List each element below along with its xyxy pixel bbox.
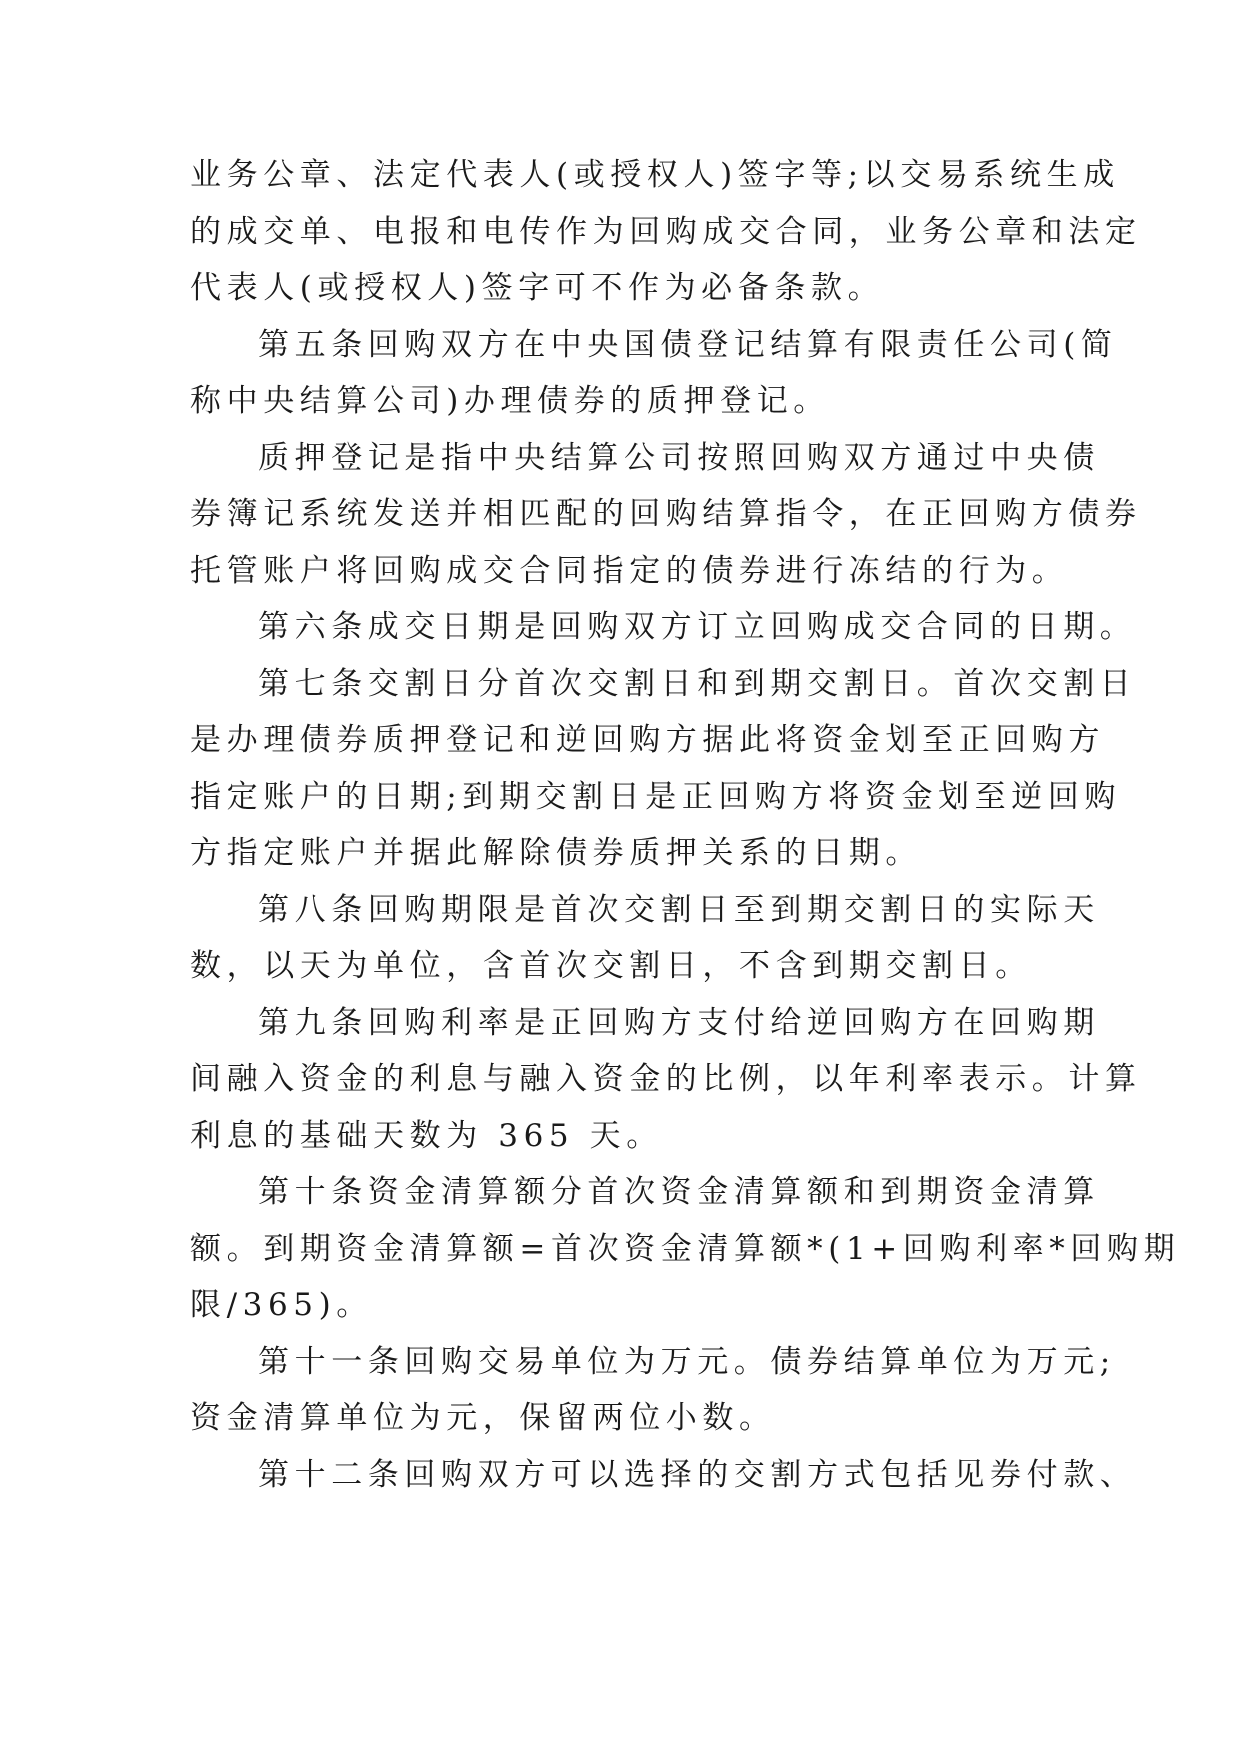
text-line: 业务公章、法定代表人(或授权人)签字等;以交易系统生成 bbox=[190, 157, 1120, 193]
text-line: 指定账户的日期;到期交割日是正回购方将资金划至逆回购 bbox=[190, 779, 1122, 815]
text-line: 间融入资金的利息与融入资金的比例，以年利率表示。计算 bbox=[190, 1061, 1142, 1097]
text-line: 券簿记系统发送并相匹配的回购结算指令，在正回购方债券 bbox=[190, 496, 1142, 532]
text-line: 是办理债券质押登记和逆回购方据此将资金划至正回购方 bbox=[190, 722, 1105, 758]
text-line: 方指定账户并据此解除债券质押关系的日期。 bbox=[190, 835, 922, 871]
text-line: 限/365)。 bbox=[190, 1287, 373, 1323]
text-line: 资金清算单位为元，保留两位小数。 bbox=[190, 1400, 776, 1436]
text-line: 利息的基础天数为 365 天。 bbox=[190, 1118, 663, 1154]
article-10-line: 第十条资金清算额分首次资金清算额和到期资金清算 bbox=[258, 1174, 1100, 1210]
paragraph-line: 质押登记是指中央结算公司按照回购双方通过中央债 bbox=[258, 440, 1100, 476]
article-9-line: 第九条回购利率是正回购方支付给逆回购方在回购期 bbox=[258, 1005, 1100, 1041]
text-line: 的成交单、电报和电传作为回购成交合同，业务公章和法定 bbox=[190, 214, 1142, 250]
article-6-line: 第六条成交日期是回购双方订立回购成交合同的日期。 bbox=[258, 609, 1137, 645]
article-7-line: 第七条交割日分首次交割日和到期交割日。首次交割日 bbox=[258, 666, 1137, 702]
text-line: 托管账户将回购成交合同指定的债券进行冻结的行为。 bbox=[190, 553, 1069, 589]
article-5-line: 第五条回购双方在中央国债登记结算有限责任公司(简 bbox=[258, 327, 1118, 363]
text-line: 额。到期资金清算额=首次资金清算额*(1+回购利率*回购期 bbox=[190, 1231, 1181, 1267]
article-12-line: 第十二条回购双方可以选择的交割方式包括见券付款、 bbox=[258, 1457, 1137, 1493]
article-11-line: 第十一条回购交易单位为万元。债券结算单位为万元; bbox=[258, 1344, 1116, 1380]
article-8-line: 第八条回购期限是首次交割日至到期交割日的实际天 bbox=[258, 892, 1100, 928]
text-line: 代表人(或授权人)签字可不作为必备条款。 bbox=[190, 270, 885, 306]
text-line: 数，以天为单位，含首次交割日，不含到期交割日。 bbox=[190, 948, 1032, 984]
text-line: 称中央结算公司)办理债券的质押登记。 bbox=[190, 383, 830, 419]
